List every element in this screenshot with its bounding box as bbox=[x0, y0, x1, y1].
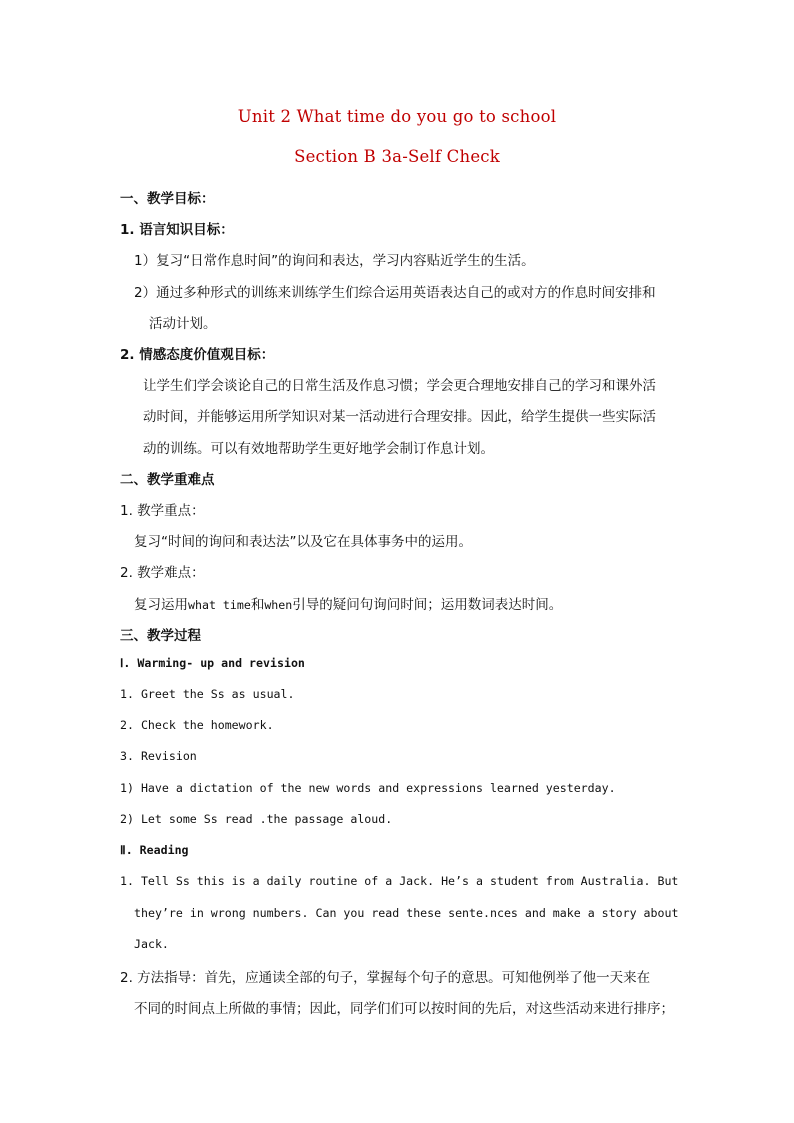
reading-item-2-line-2: 不同的时间点上所做的事情；因此，同学们们可以按时间的先后，对这些活动来进行排序； bbox=[134, 1001, 674, 1017]
subheading-key-points: 1. 教学重点： bbox=[120, 503, 205, 519]
knowledge-item-1: 1）复习“日常作息时间”的询问和表达，学习内容贴近学生的生活。 bbox=[134, 253, 535, 269]
code-when: when bbox=[264, 598, 293, 612]
section-heading-focus: 二、教学重难点 bbox=[120, 472, 215, 488]
subheading-attitude: 2. 情感态度价值观目标： bbox=[120, 347, 275, 363]
reading-item-1-line-2: they’re in wrong numbers. Can you read these sente.nces and make a story about bbox=[134, 906, 679, 920]
attitude-line-1: 让学生们学会谈论自己的日常生活及作息习惯；学会更合理地安排自己的学习和课外活 bbox=[143, 378, 656, 394]
key-points-text: 复习“时间的询问和表达法”以及它在具体事务中的运用。 bbox=[134, 534, 472, 550]
document-title: Unit 2 What time do you go to school bbox=[237, 107, 557, 126]
step-heading-reading: Ⅱ. Reading bbox=[120, 843, 189, 857]
reading-item-1-line-1: 1. Tell Ss this is a daily routine of a Jack. He’s a student from Australia. But bbox=[120, 874, 679, 888]
difficult-points-text bbox=[134, 593, 562, 613]
warmup-item-3: 3. Revision bbox=[120, 749, 197, 763]
attitude-line-2: 动时间，并能够运用所学知识对某一活动进行合理安排。因此，给学生提供一些实际活 bbox=[143, 409, 656, 425]
step-heading-warmup: Ⅰ. Warming- up and revision bbox=[120, 656, 305, 670]
warmup-item-1: 1. Greet the Ss as usual. bbox=[120, 687, 295, 701]
difficult-text-part-1: 复习运用 bbox=[134, 597, 188, 613]
section-heading-process: 三、教学过程 bbox=[120, 628, 201, 644]
reading-item-1-line-3: Jack. bbox=[134, 937, 169, 951]
document-subtitle: Section B 3a-Self Check bbox=[294, 147, 500, 166]
section-heading-objectives: 一、教学目标： bbox=[120, 191, 215, 207]
difficult-text-part-2: 和 bbox=[250, 597, 265, 613]
attitude-line-3: 动的训练。可以有效地帮助学生更好地学会制订作息计划。 bbox=[143, 441, 494, 457]
warmup-item-2: 2. Check the homework. bbox=[120, 718, 274, 732]
knowledge-item-2-line-2: 活动计划。 bbox=[149, 316, 217, 332]
knowledge-item-2-line-1: 2）通过多种形式的训练来训练学生们综合运用英语表达自己的或对方的作息时间安排和 bbox=[134, 285, 656, 301]
subheading-difficult-points: 2. 教学难点： bbox=[120, 565, 205, 581]
revision-item-1: 1) Have a dictation of the new words and expressions learned yesterday. bbox=[120, 781, 616, 795]
subheading-knowledge: 1. 语言知识目标： bbox=[120, 222, 234, 238]
reading-item-2-line-1: 2. 方法指导：首先，应通读全部的句子，掌握每个句子的意思。可知他例举了他一天来在 bbox=[120, 970, 651, 986]
code-what-time: what time bbox=[188, 598, 251, 612]
difficult-text-part-3: 引导的疑问句询问时间；运用数词表达时间。 bbox=[292, 597, 563, 613]
revision-item-2: 2) Let some Ss read .the passage aloud. bbox=[120, 812, 393, 826]
